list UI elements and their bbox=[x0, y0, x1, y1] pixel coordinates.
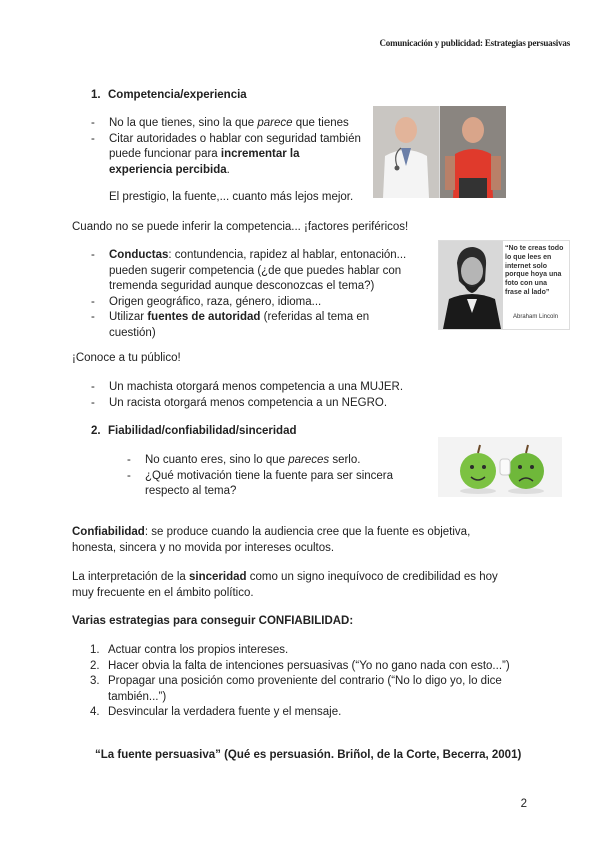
audience-bullets bbox=[91, 380, 431, 411]
list-item: - Citar autoridades o hablar con seguridad también puede funcionar para incrementar la experiencia percibida. bbox=[91, 132, 361, 179]
peripheral-intro: Cuando no se puede inferir la competencia... ¡factores periféricos! bbox=[72, 221, 409, 233]
list-item: 2. Hacer obvia la falta de intenciones persuasivas (“Yo no gano nada con esto...”) bbox=[90, 659, 510, 672]
apples-photo bbox=[438, 437, 562, 497]
section-2-title: Fiabilidad/confiabilidad/sinceridad bbox=[108, 425, 297, 437]
list-item: 4. Desvincular la verdadera fuente y el mensaje. bbox=[90, 706, 342, 719]
running-header: Comunicación y publicidad: Estrategias persuasivas bbox=[379, 38, 570, 48]
sincerity-paragraph: La interpretación de la sinceridad como un signo inequívoco de credibilidad es hoy muy frecuente en el ámbito político. bbox=[72, 571, 498, 599]
section-2-number: 2. bbox=[91, 425, 101, 437]
list-item: 1. Actuar contra los propios intereses. bbox=[90, 644, 289, 656]
list-item: - Utilizar fuentes de autoridad (referidas al tema en cuestión) bbox=[91, 310, 416, 341]
section-1-bullets bbox=[91, 116, 361, 178]
list-item: 3. Propagar una posición como proveniente del contrario (“No lo digo yo, lo dice también...”) bbox=[90, 675, 502, 703]
audience-title: ¡Conoce a tu público! bbox=[72, 352, 181, 364]
section-1-heading bbox=[91, 88, 247, 104]
strategies-list bbox=[90, 643, 510, 721]
list-item: - Un racista otorgará menos competencia a un NEGRO. bbox=[91, 396, 431, 412]
list-item: - Conductas: contundencia, rapidez al hablar, entonación... pueden sugerir competencia (¿de que puedes hablar con tremenda seguridad aunque desconozcas el tema?) bbox=[91, 248, 416, 295]
list-item: - Origen geográfico, raza, género, idioma... bbox=[91, 295, 416, 311]
page-number: 2 bbox=[520, 798, 527, 810]
section-2-bullets bbox=[127, 453, 437, 500]
citation: “La fuente persuasiva” (Qué es persuasión. Briñol, de la Corte, Becerra, 2001) bbox=[95, 749, 522, 761]
list-item: - No la que tienes, sino la que parece que tienes bbox=[91, 116, 361, 132]
list-item: - ¿Qué motivación tiene la fuente para ser sincera respecto al tema? bbox=[127, 469, 437, 500]
lincoln-portrait bbox=[439, 241, 503, 329]
list-item: - No cuanto eres, sino lo que pareces serlo. bbox=[127, 453, 437, 469]
lincoln-author: Abraham Lincoln bbox=[513, 314, 559, 320]
section-1-number: 1. bbox=[91, 89, 101, 101]
prestige-text: El prestigio, la fuente,... cuanto más lejos mejor. bbox=[109, 191, 354, 203]
lincoln-quote: “No te creas todo lo que lees en internet solo porque hoya una foto con una frase al lado” bbox=[505, 245, 564, 296]
peripheral-bullets bbox=[91, 248, 416, 341]
section-1-title: Competencia/experiencia bbox=[108, 89, 247, 101]
strategies-title: Varias estrategias para conseguir CONFIABILIDAD: bbox=[72, 615, 354, 627]
list-item: - Un machista otorgará menos competencia a una MUJER. bbox=[91, 380, 431, 396]
section-2-heading bbox=[91, 424, 297, 440]
lincoln-meme bbox=[438, 240, 570, 330]
authority-photo bbox=[373, 106, 506, 198]
reliability-paragraph: Confiabilidad: se produce cuando la audiencia cree que la fuente es objetiva, honesta, sincera y no movida por intereses ocultos. bbox=[72, 526, 471, 554]
